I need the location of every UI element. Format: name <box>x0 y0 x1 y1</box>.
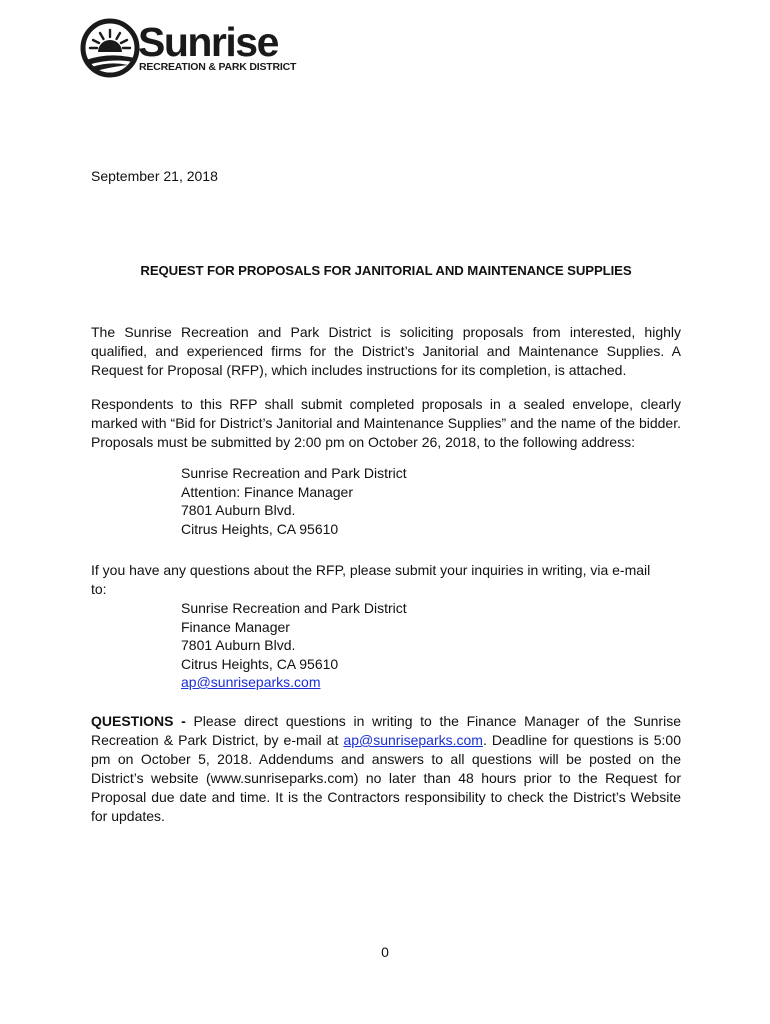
respondents-paragraph: Respondents to this RFP shall submit completed proposals in a sealed envelope, clearly marked with “Bid for District’s Janitorial and Maintenance Supplies” and the name of the bidder. Proposals must be submitted by 2:00 pm on October 26, 2018, to the following address: <box>91 396 681 450</box>
questions-label: QUESTIONS - <box>91 713 186 729</box>
email-link[interactable]: ap@sunriseparks.com <box>181 674 321 690</box>
inquiries-paragraph: If you have any questions about the RFP, please submit your inquiries in writing, via e-mail to: <box>91 562 651 597</box>
address-line: 7801 Auburn Blvd. <box>181 502 296 518</box>
email-address-block <box>181 599 407 692</box>
questions-text-continued: . Deadline for questions is 5:00 pm on October 5, 2018. Addendums and answers to all questions will be posted on the District’s website (www.sunriseparks.com) no later than 48 hours prior to the Request for Proposal due date and time. It is the Contractors responsibility to check the District’s Website for updates. <box>91 732 681 824</box>
mailing-address <box>181 464 407 538</box>
address-line: Sunrise Recreation and Park District <box>181 600 407 616</box>
questions-email-link[interactable]: ap@sunriseparks.com <box>343 732 483 748</box>
sunrise-sun-icon <box>80 18 140 80</box>
address-line: Finance Manager <box>181 618 290 635</box>
address-line: Citrus Heights, CA 95610 <box>181 655 339 672</box>
address-line: 7801 Auburn Blvd. <box>181 637 296 653</box>
logo-subtitle: RECREATION & PARK DISTRICT <box>139 61 297 73</box>
letter-date: September 21, 2018 <box>91 168 218 184</box>
address-line: Attention: Finance Manager <box>181 483 353 500</box>
logo-wordmark: Sunrise <box>138 19 278 65</box>
page-number: 0 <box>381 944 389 960</box>
questions-text: Please direct questions in writing to the Finance Manager of the Sunrise Recreation & Park District, by e-mail at <box>91 713 681 748</box>
intro-paragraph: The Sunrise Recreation and Park District is soliciting proposals from interested, highly qualified, and experienced firms for the District’s Janitorial and Maintenance Supplies. A Request for Proposal (RFP), which includes instructions for its completion, is attached. <box>91 324 681 378</box>
letter-title: REQUEST FOR PROPOSALS FOR JANITORIAL AND MAINTENANCE SUPPLIES <box>140 263 632 278</box>
address-line: Citrus Heights, CA 95610 <box>181 520 339 537</box>
questions-paragraph <box>91 712 681 826</box>
address-line: Sunrise Recreation and Park District <box>181 465 407 481</box>
sunrise-logo <box>80 18 295 80</box>
